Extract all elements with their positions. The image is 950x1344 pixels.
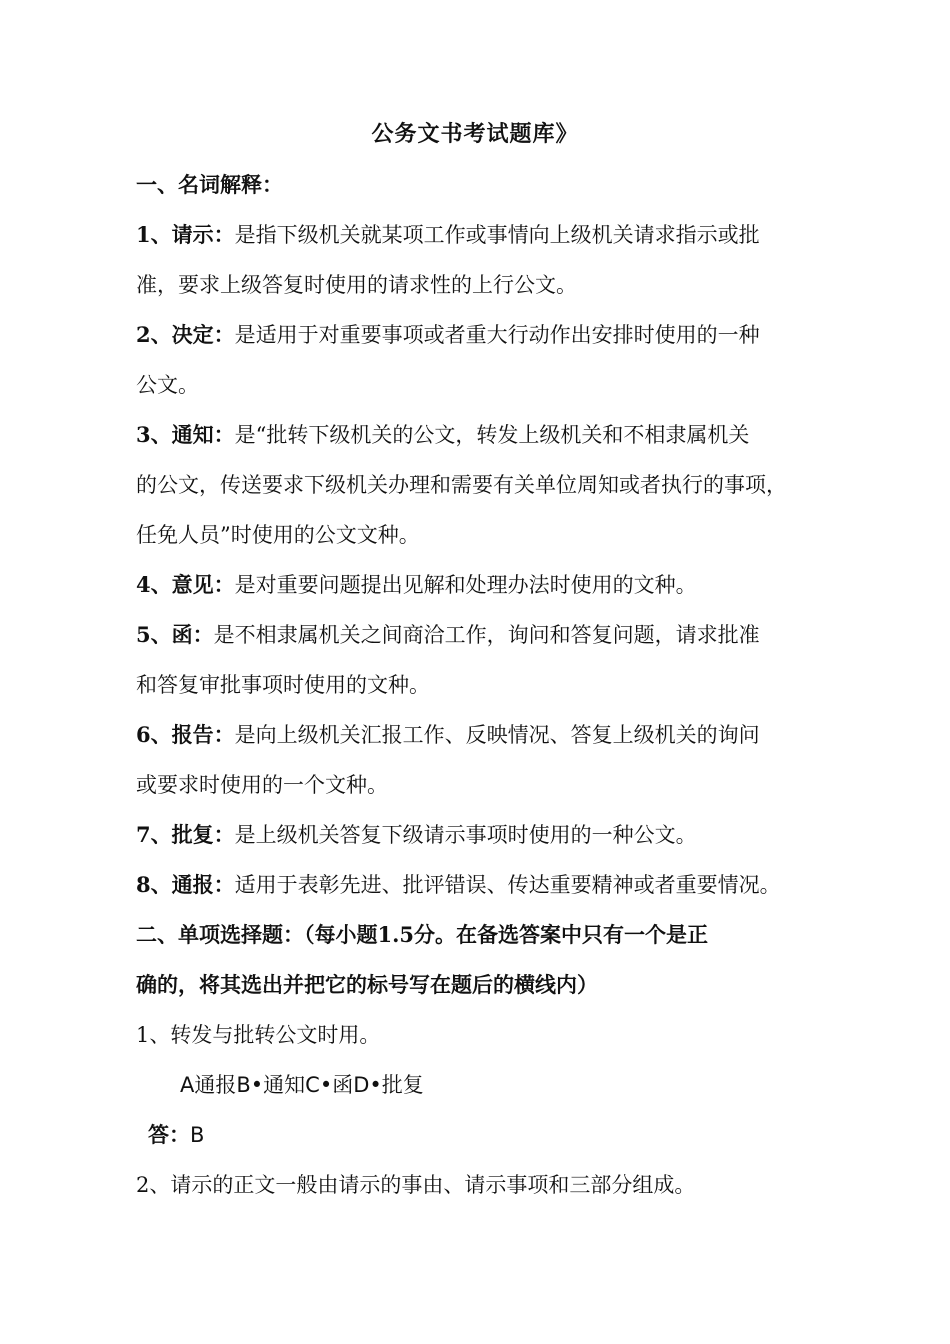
- term-name: 请示：: [171, 222, 235, 247]
- document-body: [136, 160, 826, 1210]
- term-item-3-line-3: 任免人员”时使用的公文文种。: [136, 523, 420, 547]
- term-definition: 是不相隶属机关之间商洽工作，询问和答复问题，请求批准: [213, 623, 760, 647]
- question-2: 2、请示的正文一般由请示的事由、请示事项和三部分组成。: [136, 1173, 696, 1197]
- question-1-options: A通报B•通知C•函D•批复: [180, 1073, 424, 1097]
- term-number: 6、: [136, 722, 172, 747]
- term-name: 函：: [171, 622, 214, 647]
- term-item-1-line-2: 准，要求上级答复时使用的请求性的上行公文。: [136, 273, 577, 297]
- term-definition: 是对重要问题提出见解和处理办法时使用的文种。: [234, 573, 697, 597]
- term-item-1-line-1: [136, 210, 826, 260]
- answer-label: 答：: [148, 1122, 190, 1147]
- term-name: 批复：: [171, 822, 235, 847]
- term-name: 报告：: [171, 722, 235, 747]
- term-item-8-line-1: [136, 860, 826, 910]
- term-item-2-line-2: 公文。: [136, 373, 199, 397]
- term-name: 意见：: [171, 572, 235, 597]
- term-definition: 是指下级机关就某项工作或事情向上级机关请求指示或批: [234, 223, 760, 247]
- section-heading-terms: 一、名词解释：: [136, 172, 283, 197]
- term-number: 1、: [136, 222, 172, 247]
- term-definition: 是“批转下级机关的公文，转发上级机关和不相隶属机关: [234, 423, 750, 447]
- document-title: 公务文书考试题库》: [371, 121, 579, 147]
- term-definition: 是适用于对重要事项或者重大行动作出安排时使用的一种: [234, 323, 760, 347]
- term-item-5-line-1: [136, 610, 826, 660]
- term-name: 通知：: [171, 422, 235, 447]
- term-item-3-line-2: 的公文，传送要求下级机关办理和需要有关单位周知或者执行的事项，: [136, 473, 787, 497]
- term-definition: 是上级机关答复下级请示事项时使用的一种公文。: [234, 823, 697, 847]
- term-number: 7、: [136, 822, 172, 847]
- term-number: 3、: [136, 422, 172, 447]
- term-definition: 适用于表彰先进、批评错误、传达重要精神或者重要情况。: [234, 873, 781, 897]
- term-number: 5、: [136, 622, 172, 647]
- term-definition: 是向上级机关汇报工作、反映情况、答复上级机关的询问: [234, 723, 760, 747]
- section-heading-choice-line-1: 二、单项选择题：（每小题1.5分。在备选答案中只有一个是正: [136, 922, 709, 947]
- term-item-5-line-2: 和答复审批事项时使用的文种。: [136, 673, 430, 697]
- term-item-4-line-1: [136, 560, 826, 610]
- term-item-6-line-2: 或要求时使用的一个文种。: [136, 773, 388, 797]
- term-name: 决定：: [171, 322, 235, 347]
- section-heading-choice-line-2: 确的，将其选出并把它的标号写在题后的横线内）: [136, 972, 598, 997]
- term-item-7-line-1: [136, 810, 826, 860]
- term-name: 通报：: [171, 872, 235, 897]
- question-1-answer: [136, 1110, 826, 1160]
- term-number: 4、: [136, 572, 172, 597]
- term-item-3-line-1: [136, 410, 826, 460]
- term-number: 8、: [136, 872, 172, 897]
- term-item-6-line-1: [136, 710, 826, 760]
- term-number: 2、: [136, 322, 172, 347]
- term-item-2-line-1: [136, 310, 826, 360]
- question-1: 1、转发与批转公文时用。: [136, 1023, 381, 1047]
- answer-value: B: [190, 1123, 205, 1147]
